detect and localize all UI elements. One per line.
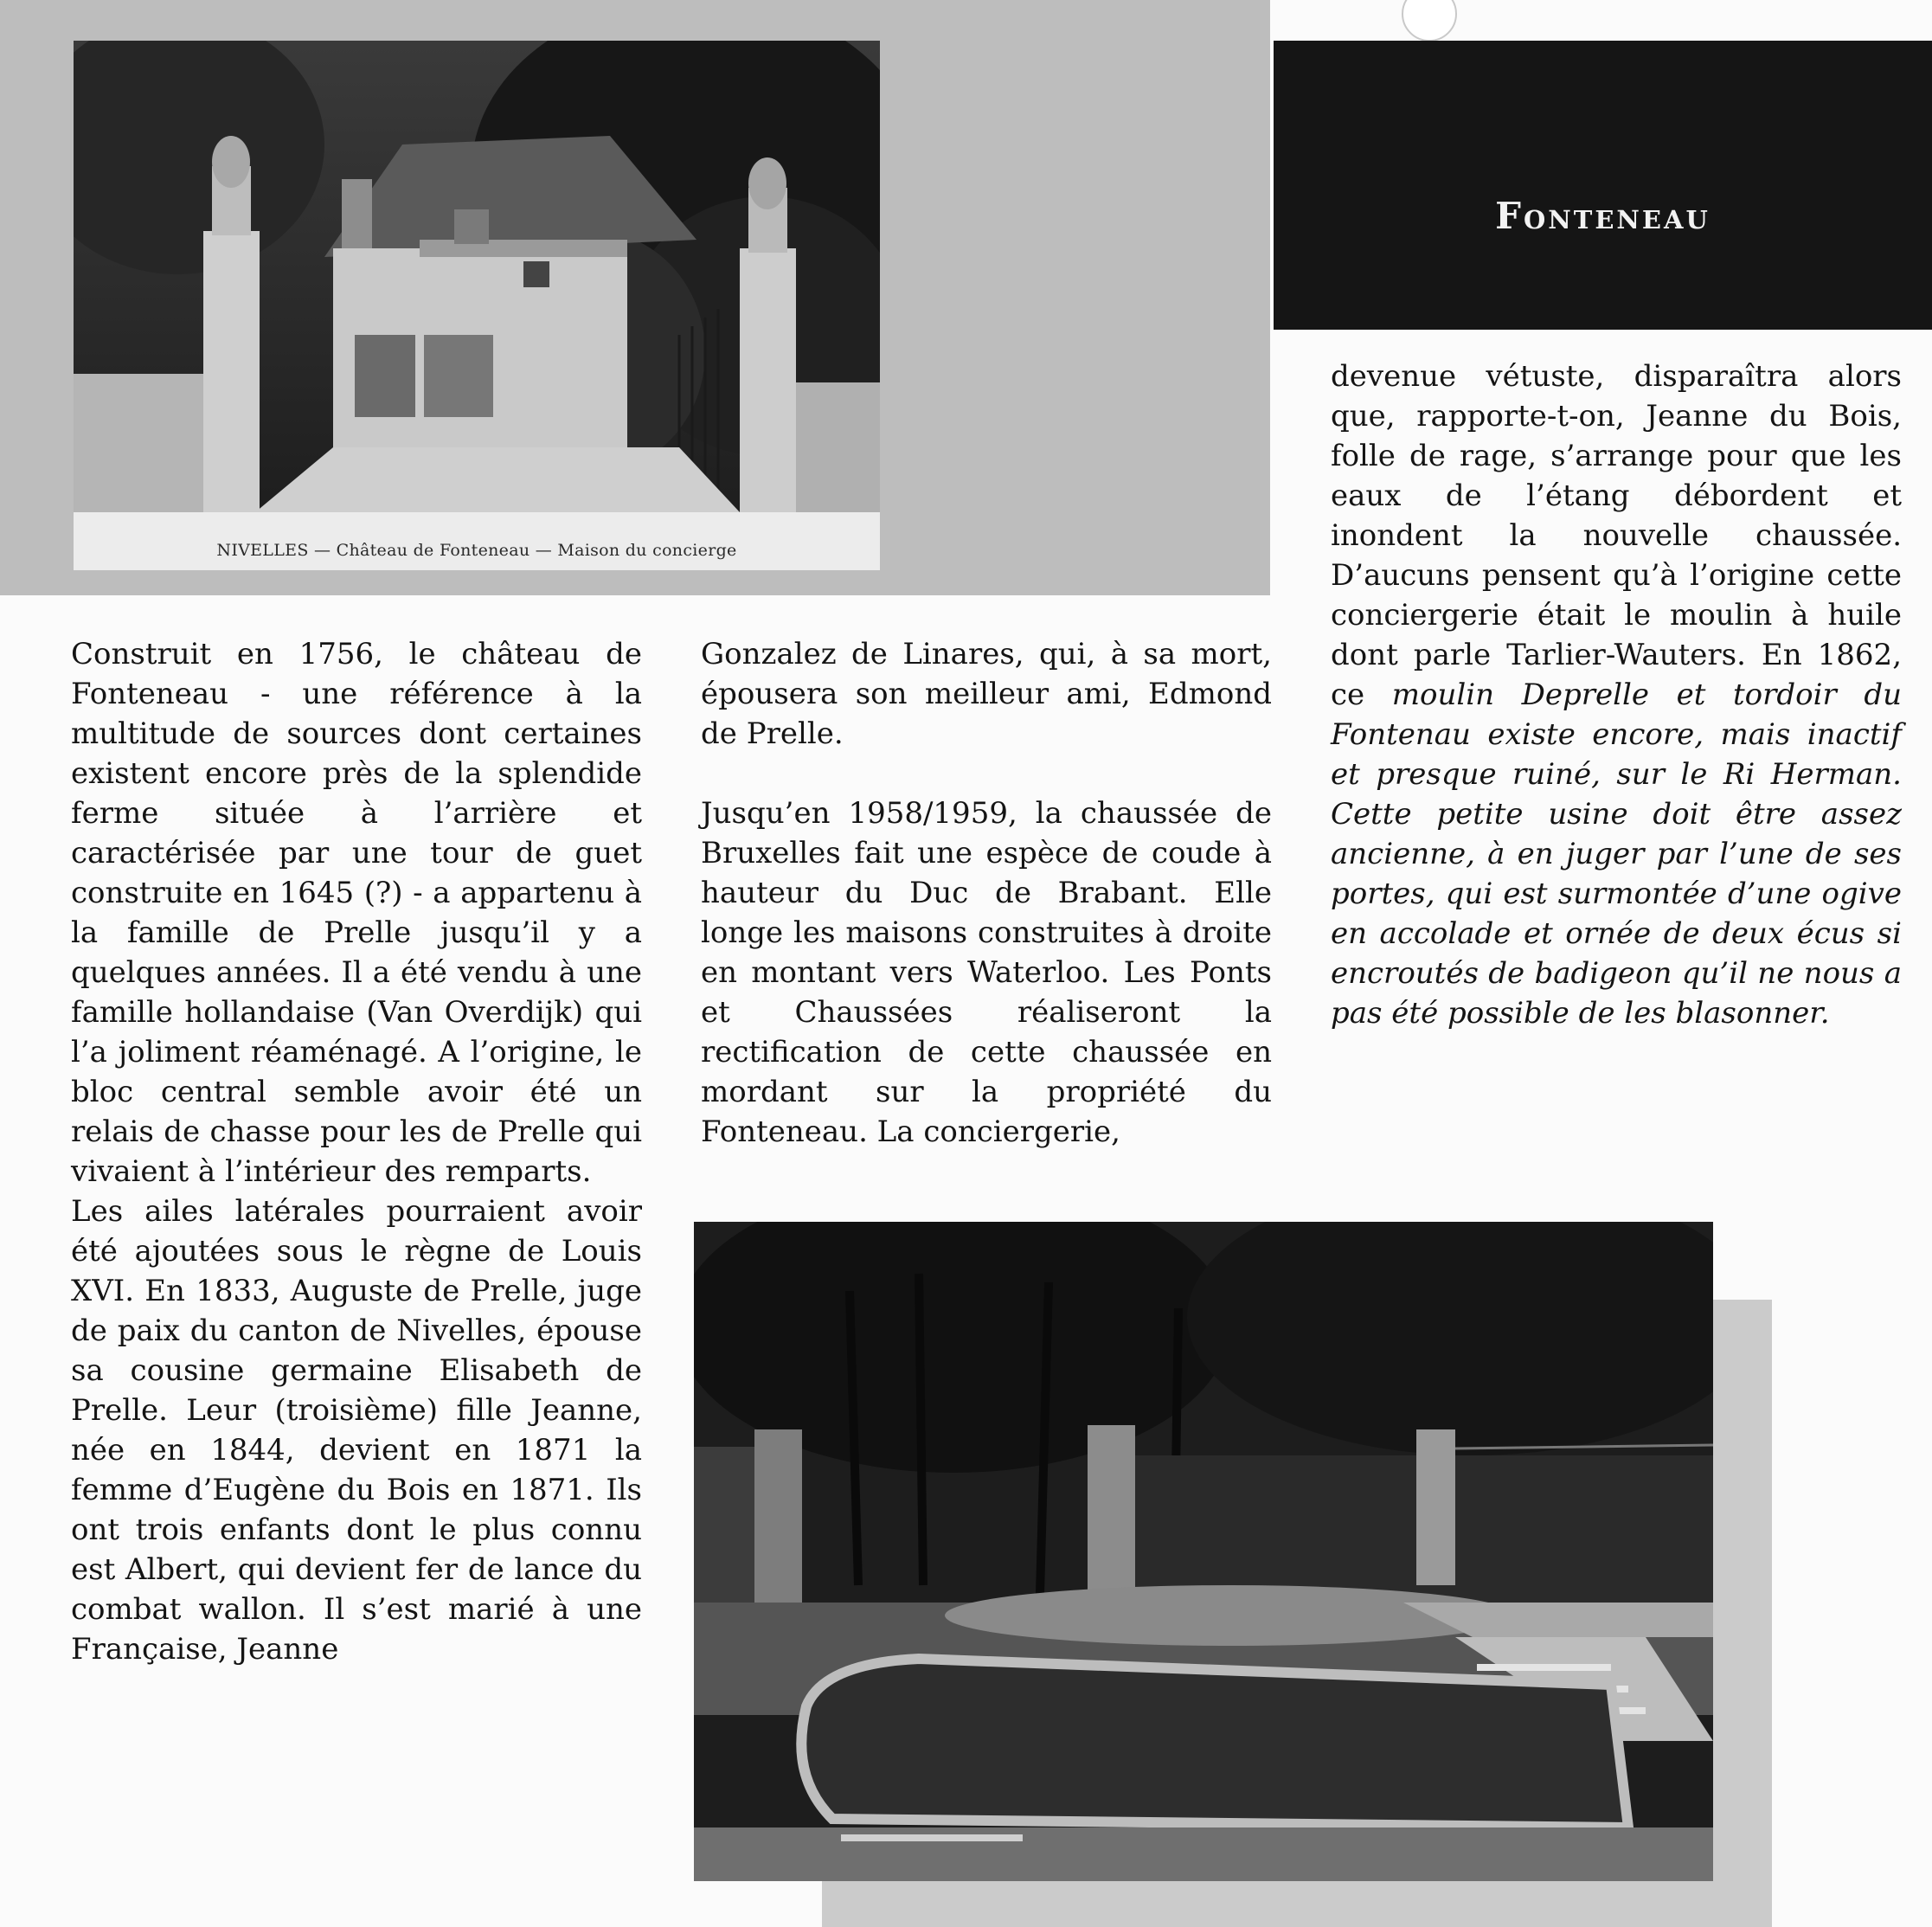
paragraph: Construit en 1756, le château de Fonteneau - une référence à la multitude de sources dont certaines existent encore près de la splendide ferme située à l’arrière et caractérisée par une tour de guet construite en 1645 (?) - a appartenu à la famille de Prelle jusqu’il y a quelques années. Il a été vendu à une famille hollandaise (Van Overdijk) qui l’a joliment réaménagé. A l’origine, le bloc central semble avoir été un relais de chasse pour les de Prelle qui vivaient à l’intérieur des remparts.	[71, 637, 642, 1189]
paragraph	[1331, 356, 1902, 1033]
photo-caption: NIVELLES — Château de Fonteneau — Maison du concierge	[216, 541, 737, 560]
paragraph: Jusqu’en 1958/1959, la chaussée de Bruxelles fait une espèce de coude à hauteur du Duc de Brabant. Elle longe les maisons construites à droite en montant vers Waterloo. Les Ponts et Chaussées réaliseront la rectification de cette chaussée en mordant sur la propriété du Fonteneau. La conciergerie,	[701, 796, 1272, 1149]
paragraph: Gonzalez de Linares, qui, à sa mort, épousera son meilleur ami, Edmond de Prelle.	[701, 637, 1272, 751]
text-column-1	[71, 634, 642, 1669]
modern-photo	[694, 1222, 1713, 1881]
text-column-2	[701, 634, 1272, 1152]
text-column-3	[1331, 356, 1902, 1033]
title-box	[1274, 41, 1932, 330]
binder-hole-right	[1402, 0, 1457, 42]
postcard-photo	[74, 41, 880, 570]
paragraph-regular: devenue vétuste, disparaîtra alors que, rapporte-t-on, Jeanne du Bois, folle de rage, s’arrange pour que les eaux de l’étang débordent et inondent la nouvelle chaussée. D’aucuns pensent qu’à l’origine cette conciergerie était le moulin à huile dont parle Tarlier-Wauters. En 1862, ce	[1331, 359, 1902, 712]
paragraph: Les ailes latérales pourraient avoir été ajoutées sous le règne de Louis XVI. En 1833, Auguste de Prelle, juge de paix du canton de Nivelles, épouse sa cousine germaine Elisabeth de Prelle. Leur (troisième) fille Jeanne, née en 1844, devient en 1871 la femme d’Eugène du Bois en 1871. Ils ont trois enfants dont le plus connu est Albert, qui devient fer de lance du combat wallon. Il s’est marié à une Française, Jeanne	[71, 1194, 642, 1667]
page-title: Fonteneau	[1495, 195, 1711, 237]
paragraph-quote: moulin Deprelle et tordoir du Fontenau existe encore, mais inactif et presque ruiné, sur le Ri Herman. Cette petite usine doit être assez ancienne, à en juger par l’une de ses portes, qui est surmontée d’une ogive en accolade et ornée de deux écus si encroutés de badigeon qu’il ne nous a pas été possible de les blasonner.	[1331, 678, 1902, 1031]
